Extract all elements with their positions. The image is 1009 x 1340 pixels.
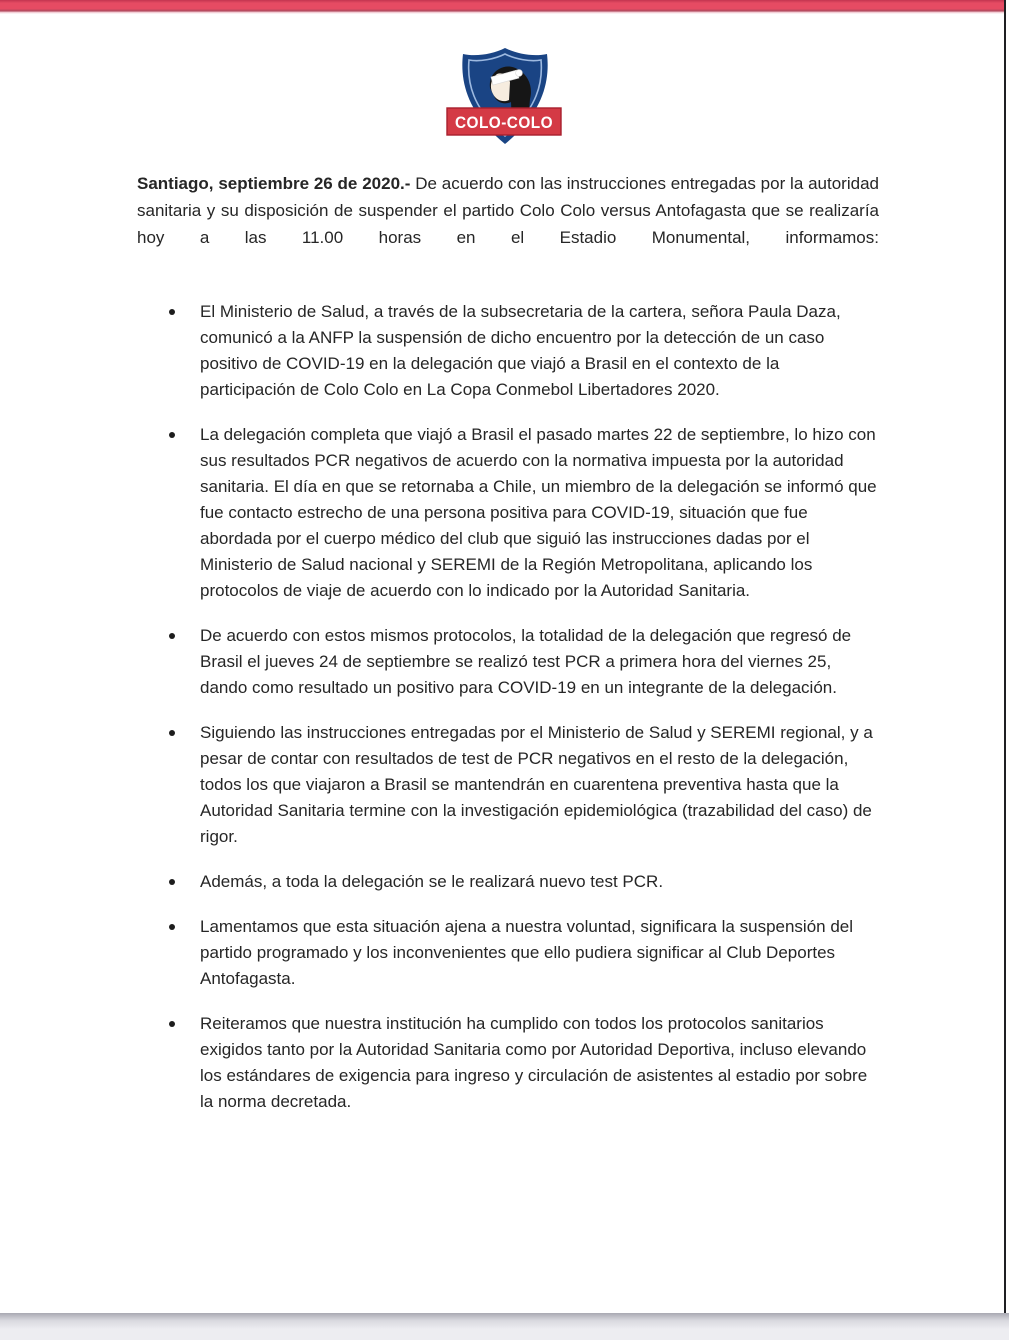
bullet-marker <box>169 924 175 930</box>
bullet-text: De acuerdo con estos mismos protocolos, la totalidad de la delegación que regresó de Brasil el jueves 24 de septiembre se realizó test PCR a primera hora del viernes 25, dando como resultado un positivo para COVID-19 en un integrante de la delegación. <box>200 626 852 697</box>
statement-body <box>137 170 879 1134</box>
headband-knot <box>516 70 523 77</box>
bullet-item <box>200 299 879 403</box>
scan-bottom-strip <box>0 1313 1009 1340</box>
bullet-item <box>200 1011 879 1115</box>
bullet-marker <box>169 730 175 736</box>
scan-right-border <box>1004 0 1006 1315</box>
bullet-item <box>200 914 879 992</box>
intro-dateline: Santiago, septiembre 26 de 2020.- <box>137 174 411 193</box>
club-crest-icon <box>449 44 561 148</box>
intro-text: De acuerdo con las instrucciones entregadas por la autoridad sanitaria y su disposición de suspender el partido Colo Colo versus Antofagasta que se realizaría hoy a las 11.00 horas en el Estadio Monumental, informamos: <box>137 174 879 247</box>
bullet-text: Además, a toda la delegación se le realizará nuevo test PCR. <box>200 872 664 891</box>
bullet-marker <box>169 309 175 315</box>
bullet-marker <box>169 879 175 885</box>
top-red-bar <box>0 0 1005 14</box>
intro-paragraph <box>137 170 879 251</box>
bullet-item <box>200 720 879 850</box>
bullet-marker <box>169 1021 175 1027</box>
crest-club-name: COLO-COLO <box>455 113 553 132</box>
bullet-item <box>200 623 879 701</box>
statement-bullet-list <box>137 299 879 1115</box>
bullet-marker <box>169 432 175 438</box>
bullet-text: Lamentamos que esta situación ajena a nuestra voluntad, significara la suspensión del partido programado y los inconvenientes que ello pudiera significar al Club Deportes Antofagasta. <box>200 917 854 988</box>
colo-colo-crest <box>449 44 561 148</box>
bullet-item <box>200 422 879 604</box>
bullet-text: El Ministerio de Salud, a través de la subsecretaria de la cartera, señora Paula Daza, comunicó a la ANFP la suspensión de dicho encuentro por la detección de un caso positivo de COVID-19 en la delegación que viajó a Brasil en el contexto de la participación de Colo Colo en La Copa Conmebol Libertadores 2020. <box>200 302 841 399</box>
bullet-text: La delegación completa que viajó a Brasil el pasado martes 22 de septiembre, lo hizo con sus resultados PCR negativos de acuerdo con la normativa impuesta por la autoridad sanitaria. El día en que se retornaba a Chile, un miembro de la delegación se informó que fue contacto estrecho de una persona positiva para COVID-19, situación que fue abordada por el cuerpo médico del club que siguió las instrucciones dadas por el Ministerio de Salud nacional y SEREMI de la Región Metropolitana, aplicando los protocolos de viaje de acuerdo con lo indicado por la Autoridad Sanitaria. <box>200 425 877 600</box>
bullet-item <box>200 869 879 895</box>
bullet-marker <box>169 633 175 639</box>
bullet-text: Reiteramos que nuestra institución ha cumplido con todos los protocolos sanitarios exigidos tanto por la Autoridad Sanitaria como por Autoridad Deportiva, incluso elevando los estándares de exigencia para ingreso y circulación de asistentes al estadio por sobre la norma decretada. <box>200 1014 868 1111</box>
bullet-text: Siguiendo las instrucciones entregadas por el Ministerio de Salud y SEREMI regional, y a pesar de contar con resultados de test de PCR negativos en el resto de la delegación, todos los que viajaron a Brasil se mantendrán en cuarentena preventiva hasta que la Autoridad Sanitaria termine con la investigación epidemiológica (trazabilidad del caso) de rigor. <box>200 723 873 846</box>
